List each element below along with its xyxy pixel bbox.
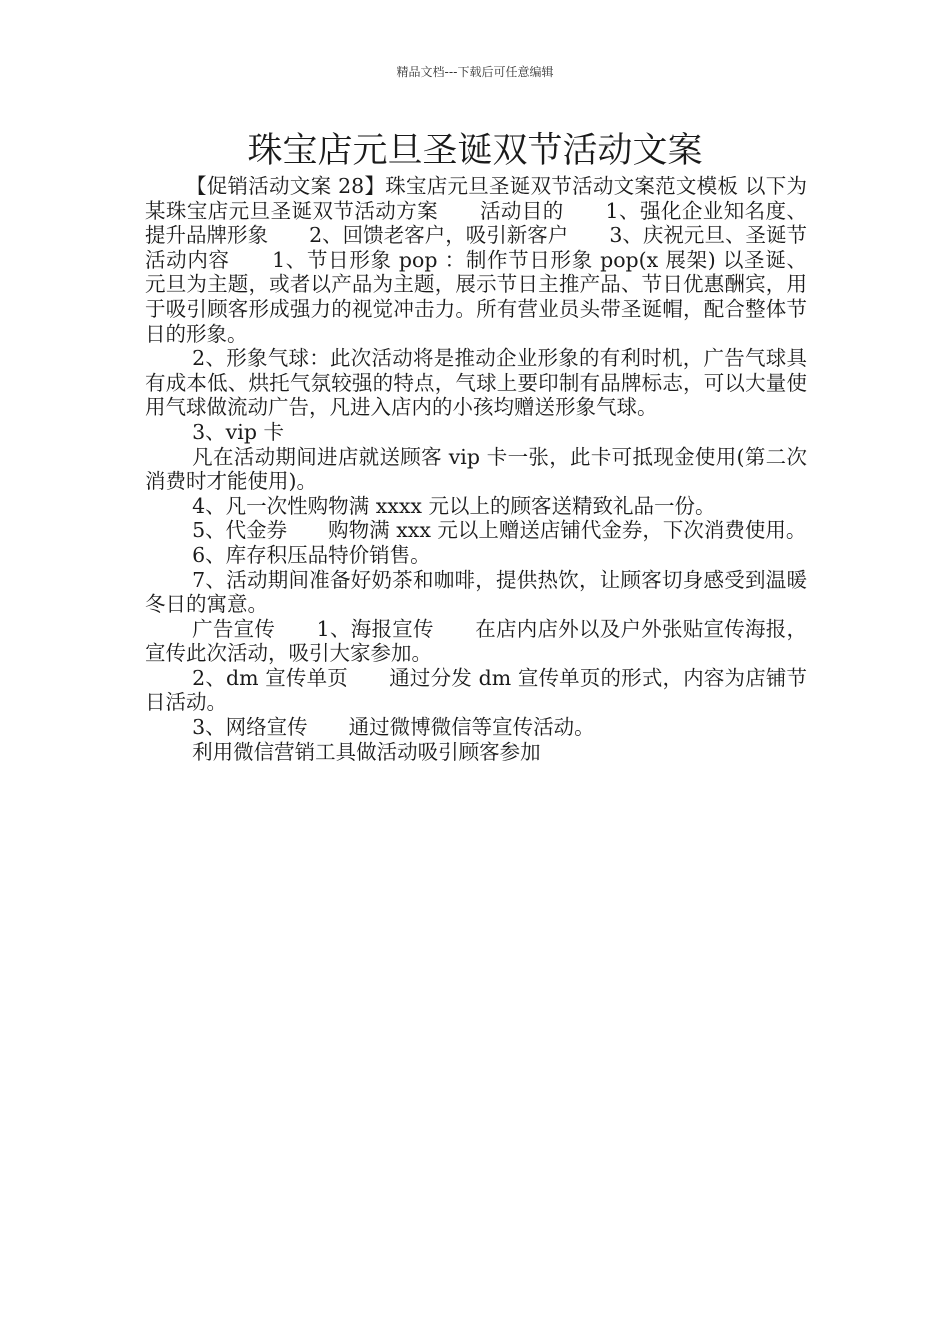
paragraph-vip-heading: 3、vip 卡 xyxy=(192,419,284,444)
paragraph-intro: 【促销活动文案 28】珠宝店元旦圣诞双节活动文案范文模板 以下为某珠宝店元旦圣诞双节活动方案 活动目的 1、强化企业知名度、提升品牌形象 2、回馈老客户，吸引新客户 3、庆祝元旦、圣诞节 活动内容 1、节日形象 pop ：制作节日形象 pop(x 展架) 以圣诞、元旦为主题，或者以产品为主题，展示节日主推产品、节日优惠酬宾，用于吸引顾客形成强力的视觉冲击力。所有营业员头带圣诞帽，配合整体节日的形象。 xyxy=(145,174,848,346)
document-title: 珠宝店元旦圣诞双节活动文案 xyxy=(247,131,703,171)
page-header-watermark: 精品文档---下载后可任意编辑 xyxy=(396,65,554,79)
paragraph-hot-drinks: 7、活动期间准备好奶茶和咖啡，提供热饮，让顾客切身感受到温暖冬日的寓意。 xyxy=(145,567,807,617)
paragraph-online: 3、网络宣传 通过微博微信等宣传活动。 xyxy=(192,715,595,740)
paragraph-dm-flyer: 2、dm 宣传单页 通过分发 dm 宣传单页的形式，内容为店铺节日活动。 xyxy=(145,665,807,715)
paragraph-gift: 4、凡一次性购物满 xxxx 元以上的顾客送精致礼品一份。 xyxy=(192,493,716,518)
paragraph-voucher: 5、代金券 购物满 xxx 元以上赠送店铺代金券，下次消费使用。 xyxy=(192,518,807,543)
paragraph-clearance: 6、库存积压品特价销售。 xyxy=(192,542,431,567)
paragraph-wechat: 利用微信营销工具做活动吸引顾客参加 xyxy=(192,739,541,764)
paragraph-vip-card: 凡在活动期间进店就送顾客 vip 卡一张，此卡可抵现金使用(第二次消费时才能使用)。 xyxy=(145,444,807,494)
paragraph-balloons: 2、形象气球：此次活动将是推动企业形象的有利时机，广告气球具有成本低、烘托气氛较强的特点，气球上要印制有品牌标志，可以大量使用气球做流动广告，凡进入店内的小孩均赠送形象气球。 xyxy=(145,346,807,420)
document-body xyxy=(145,174,848,764)
paragraph-poster: 广告宣传 1、海报宣传 在店内店外以及户外张贴宣传海报，宣传此次活动，吸引大家参加。 xyxy=(145,616,807,666)
